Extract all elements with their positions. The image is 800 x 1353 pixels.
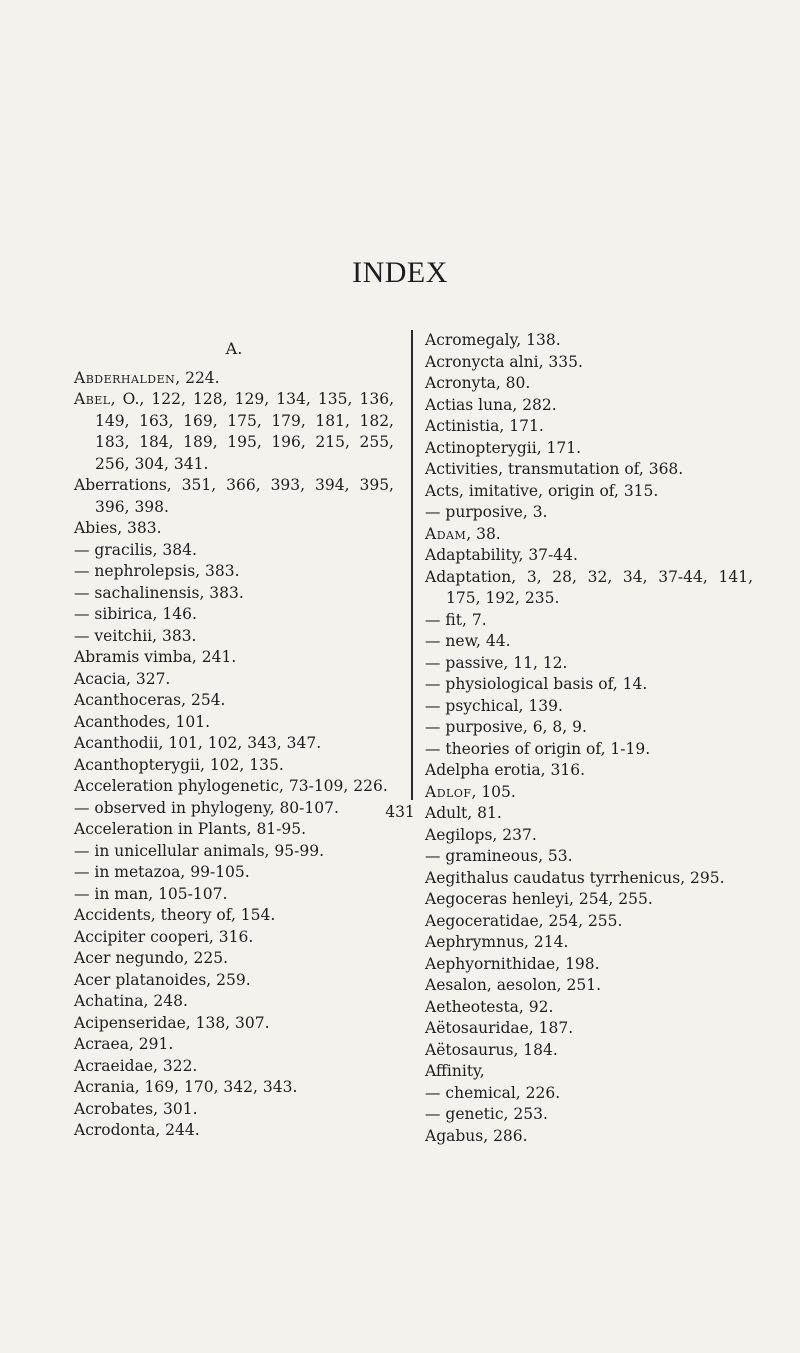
index-entry (425, 911, 753, 933)
index-entry-text: Acanthodes, 101. (74, 712, 211, 731)
index-entry (425, 825, 753, 847)
index-entry-text: — sachalinensis, 383. (74, 583, 244, 602)
index-entry (425, 1104, 753, 1126)
index-entry-text: Aëtosaurus, 184. (425, 1040, 558, 1059)
index-entry (74, 970, 394, 992)
index-entry (74, 669, 394, 691)
index-entry-text: Acromegaly, 138. (425, 331, 561, 349)
index-entry-text: — genetic, 253. (425, 1105, 548, 1123)
index-entry (425, 1018, 753, 1040)
index-entry-text: Achatina, 248. (74, 992, 188, 1010)
index-entry-text: Adaptation, 3, 28, 32, 34, 37-44, 141, 175, 192, 235. (425, 567, 753, 607)
index-entry-text: — new, 44. (425, 632, 511, 650)
index-entry (74, 884, 394, 906)
index-entry (425, 868, 753, 890)
index-entry-text: — gracilis, 384. (74, 540, 197, 559)
index-entry (74, 733, 394, 755)
index-entry (74, 1120, 394, 1142)
index-entry-text: Actinopterygii, 171. (425, 438, 582, 457)
section-letter: A. (225, 339, 243, 358)
index-entry (74, 755, 394, 777)
index-entry-text: Aegilops, 237. (425, 825, 537, 844)
index-entry-text: , 224. (175, 368, 220, 387)
index-entry (425, 481, 753, 503)
index-entry (74, 368, 394, 390)
index-entry (74, 991, 394, 1013)
index-entry-text: Acer negundo, 225. (74, 949, 229, 967)
right-entry-list (425, 330, 753, 1147)
index-entry-text: Aephyornithidae, 198. (425, 954, 600, 973)
index-entry-text: Aegoceratidae, 254, 255. (425, 911, 623, 930)
index-entry (74, 841, 394, 863)
index-entry-text: Acanthopterygii, 102, 135. (74, 755, 284, 774)
index-entry-text: — purposive, 6, 8, 9. (425, 718, 587, 736)
index-entry (425, 932, 753, 954)
index-entry (74, 712, 394, 734)
index-entry-text: Acanthoceras, 254. (74, 691, 226, 709)
index-entry-text: — physiological basis of, 14. (425, 675, 648, 693)
index-entry (74, 1034, 394, 1056)
index-entry (74, 540, 394, 562)
index-entry-text: Actinistia, 171. (425, 417, 544, 435)
index-entry-text: Accipiter cooperi, 316. (74, 927, 254, 946)
page-title: INDEX (352, 256, 448, 289)
index-entry (74, 776, 394, 798)
index-entry (425, 459, 753, 481)
index-entry-text: Activities, transmutation of, 368. (425, 460, 684, 478)
index-entry (74, 583, 394, 605)
index-entry (425, 567, 753, 610)
index-entry-text: Actias luna, 282. (425, 395, 557, 414)
index-entry-text: — in metazoa, 99-105. (74, 863, 250, 881)
index-entry (74, 647, 394, 669)
index-entry (74, 862, 394, 884)
page-number: 431 (385, 803, 415, 821)
index-entry (425, 631, 753, 653)
index-entry (425, 1061, 753, 1083)
index-entry (425, 416, 753, 438)
index-entry (425, 674, 753, 696)
index-entry (425, 610, 753, 632)
index-entry-text: — passive, 11, 12. (425, 653, 568, 672)
index-entry-text: — chemical, 226. (425, 1083, 561, 1102)
index-entry (425, 395, 753, 417)
index-entry-text: Acacia, 327. (74, 669, 171, 688)
index-entry (74, 1013, 394, 1035)
index-entry (425, 846, 753, 868)
index-entry-text: Aegithalus caudatus tyrrhenicus, 295. (425, 868, 725, 887)
index-entry-author: Abderhalden (74, 368, 176, 387)
index-entry (425, 1126, 753, 1148)
index-entry-text: Aegoceras henleyi, 254, 255. (425, 890, 653, 908)
index-entry-text: Acts, imitative, origin of, 315. (425, 481, 659, 500)
index-entry (425, 975, 753, 997)
index-entry-text: Aetheotesta, 92. (425, 997, 554, 1016)
index-entry (74, 475, 394, 518)
index-entry-text: Acraeidae, 322. (74, 1056, 198, 1075)
index-entry-text: Aberrations, 351, 366, 393, 394, 395, 396, 398. (74, 476, 394, 516)
index-entry-text: Acronyta, 80. (425, 374, 531, 392)
index-entry (425, 653, 753, 675)
index-entry-text: — nephrolepsis, 383. (74, 562, 240, 580)
index-entry-text: Aesalon, aesolon, 251. (425, 976, 602, 994)
index-entry (425, 545, 753, 567)
index-entry-text: — sibirica, 146. (74, 605, 197, 623)
index-entry (74, 819, 394, 841)
index-entry (74, 905, 394, 927)
index-entry (74, 604, 394, 626)
index-entry-text: Abies, 383. (74, 519, 162, 537)
index-entry (425, 782, 753, 804)
index-entry (425, 696, 753, 718)
index-entry-text: — in man, 105-107. (74, 884, 228, 903)
index-entry-text: Acceleration phylogenetic, 73-109, 226. (74, 777, 388, 795)
index-entry (425, 1083, 753, 1105)
index-entry-text: — in unicellular animals, 95-99. (74, 841, 324, 860)
index-entry-text: Adult, 81. (425, 804, 502, 822)
index-entry-text: — purposive, 3. (425, 503, 548, 521)
index-entry-text: Acrobates, 301. (74, 1099, 198, 1118)
index-entry (425, 373, 753, 395)
index-entry-text: Accidents, theory of, 154. (74, 906, 276, 924)
index-entry-text: — fit, 7. (425, 610, 487, 629)
index-entry-text: Abramis vimba, 241. (74, 648, 237, 666)
index-entry-text: Aëtosauridae, 187. (425, 1019, 574, 1037)
index-entry (74, 1077, 394, 1099)
index-entry-text: Acceleration in Plants, 81-95. (74, 820, 307, 838)
index-entry-text: Acronycta alni, 335. (425, 352, 583, 371)
index-column-left (74, 330, 394, 1142)
index-entry-author: Abel (74, 390, 111, 408)
index-entry (425, 502, 753, 524)
index-column-right (425, 330, 753, 1147)
index-entry (425, 760, 753, 782)
index-entry-text: Acrania, 169, 170, 342, 343. (74, 1078, 298, 1096)
index-entry (425, 954, 753, 976)
index-entry-text: Aephrymnus, 214. (425, 933, 569, 951)
column-divider (411, 330, 413, 800)
index-entry-text: — psychical, 139. (425, 696, 563, 715)
index-entry-text: Acanthodii, 101, 102, 343, 347. (74, 734, 322, 752)
index-entry (74, 927, 394, 949)
index-entry-text: , O., 122, 128, 129, 134, 135, 136, 149, 163, 169, 175, 179, 181, 182, 183, 184, 189, 195, 196, 215, 255, 256, 304, 341. (95, 390, 394, 473)
index-entry (74, 518, 394, 540)
index-entry-text: , 105. (471, 782, 516, 801)
index-entry (74, 561, 394, 583)
index-entry (74, 690, 394, 712)
index-entry-text: — observed in phylogeny, 80-107. (74, 798, 339, 817)
index-entry (74, 1099, 394, 1121)
index-entry (425, 438, 753, 460)
index-entry-text: Adelpha erotia, 316. (425, 761, 586, 779)
index-entry (74, 389, 394, 475)
index-entry (74, 948, 394, 970)
index-entry-text: Adaptability, 37-44. (425, 546, 578, 564)
index-entry-author: Adlof (425, 782, 472, 801)
index-entry-text: Agabus, 286. (425, 1126, 528, 1145)
index-entry-text: Affinity, (425, 1062, 485, 1080)
index-entry-author: Adam (425, 524, 467, 543)
index-entry (74, 1056, 394, 1078)
index-entry-text: — gramineous, 53. (425, 847, 573, 865)
index-entry-text: Acraea, 291. (74, 1035, 174, 1053)
index-entry (74, 626, 394, 648)
left-entry-list (74, 368, 394, 1142)
index-entry (425, 717, 753, 739)
index-entry-text: Acer platanoides, 259. (74, 970, 251, 989)
index-entry (425, 1040, 753, 1062)
index-entry (425, 352, 753, 374)
index-entry-text: , 38. (466, 524, 501, 543)
index-entry-text: — theories of origin of, 1-19. (425, 739, 651, 758)
index-entry (425, 889, 753, 911)
index-entry (425, 739, 753, 761)
index-entry (425, 524, 753, 546)
index-entry-text: Acipenseridae, 138, 307. (74, 1013, 270, 1032)
index-entry-text: — veitchii, 383. (74, 626, 197, 645)
index-entry (425, 997, 753, 1019)
index-entry (425, 330, 753, 352)
index-entry-text: Acrodonta, 244. (74, 1121, 200, 1139)
